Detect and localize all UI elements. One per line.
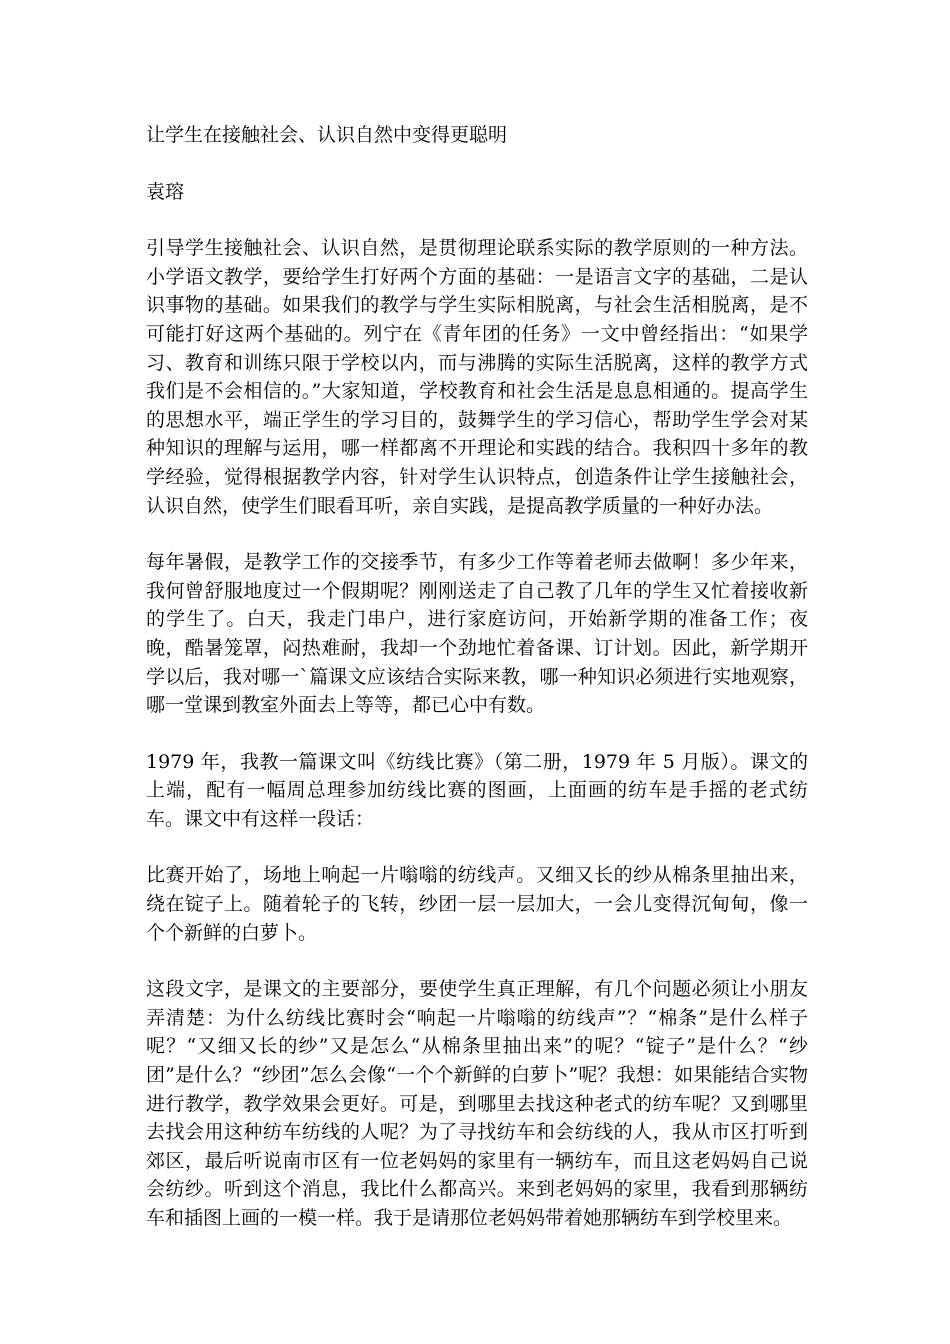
document-author: 袁瑢 bbox=[146, 180, 185, 203]
document-title: 让学生在接触社会、认识自然中变得更聪明 bbox=[146, 124, 508, 146]
paragraph-quoted-text: 比赛开始了，场地上响起一片嗡嗡的纺线声。又细又长的纱从棉条里抽出来，绕在锭子上。随着轮子的飞转，纱团一层一层加大，一会儿变得沉甸甸，像一个个新鲜的白萝卜。 bbox=[146, 864, 808, 944]
paragraph-lesson-1979: 1979 年，我教一篇课文叫《纺线比赛》（第二册，1979 年 5 月版）。课文的上端，配有一幅周总理参加纺线比赛的图画，上面画的纺车是手摇的老式纺车。课文中有这样一段话： bbox=[146, 750, 808, 830]
paragraph-summer-preparation: 每年暑假，是教学工作的交接季节，有多少工作等着老师去做啊！多少年来，我何曾舒服地度过一个假期呢？刚刚送走了自己教了几年的学生又忙着接收新的学生了。白天，我走门串户，进行家庭访问，开始新学期的准备工作；夜晚，酷暑笼罩，闷热难耐，我却一个劲地忙着备课、订计划。因此，新学期开学以后，我对哪一`篇课文应该结合实际来教，哪一种知识必须进行实地观察，哪一堂课到教室外面去上等等，都已心中有数。 bbox=[146, 551, 808, 717]
paragraph-spinning-wheel: 这段文字，是课文的主要部分，要使学生真正理解，有几个问题必须让小朋友弄清楚：为什么纺线比赛时会“响起一片嗡嗡的纺线声”？“棉条”是什么样子呢？“又细又长的纱”又是怎么“从棉条里抽出来”的呢？“锭子”是什么？“纱团”是什么？“纱团”怎么会像“一个个新鲜的白萝卜”呢？我想：如果能结合实物进行教学，教学效果会更好。可是，到哪里去找这种老式的纺车呢？又到哪里去找会用这种纺车纺线的人呢？为了寻找纺车和会纺线的人，我从市区打听到郊区，最后听说南市区有一位老妈妈的家里有一辆纺车，而且这老妈妈自己说会纺纱。听到这个消息，我比什么都高兴。来到老妈妈的家里，我看到那辆纺车和插图上画的一模一样。我于是请那位老妈妈带着她那辆纺车到学校里来。 bbox=[146, 978, 808, 1229]
document-body bbox=[146, 121, 808, 1261]
paragraph-intro: 引导学生接触社会、认识自然，是贯彻理论联系实际的教学原则的一种方法。小学语文教学，要给学生打好两个方面的基础：一是语言文字的基础，二是认识事物的基础。如果我们的教学与学生实际相脱离，与社会生活相脱离，是不可能打好这两个基础的。列宁在《青年团的任务》一文中曾经指出：“如果学习、教育和训练只限于学校以内，而与沸腾的实际生活脱离，这样的教学方式我们是不会相信的。”大家知道，学校教育和社会生活是息息相通的。提高学生的思想水平，端正学生的学习目的，鼓舞学生的学习信心，帮助学生学会对某种知识的理解与运用，哪一样都离不开理论和实践的结合。我积四十多年的教学经验，觉得根据教学内容，针对学生认识特点，创造条件让学生接触社会，认识自然，使学生们眼看耳听，亲自实践，是提高教学质量的一种好办法。 bbox=[146, 237, 808, 517]
